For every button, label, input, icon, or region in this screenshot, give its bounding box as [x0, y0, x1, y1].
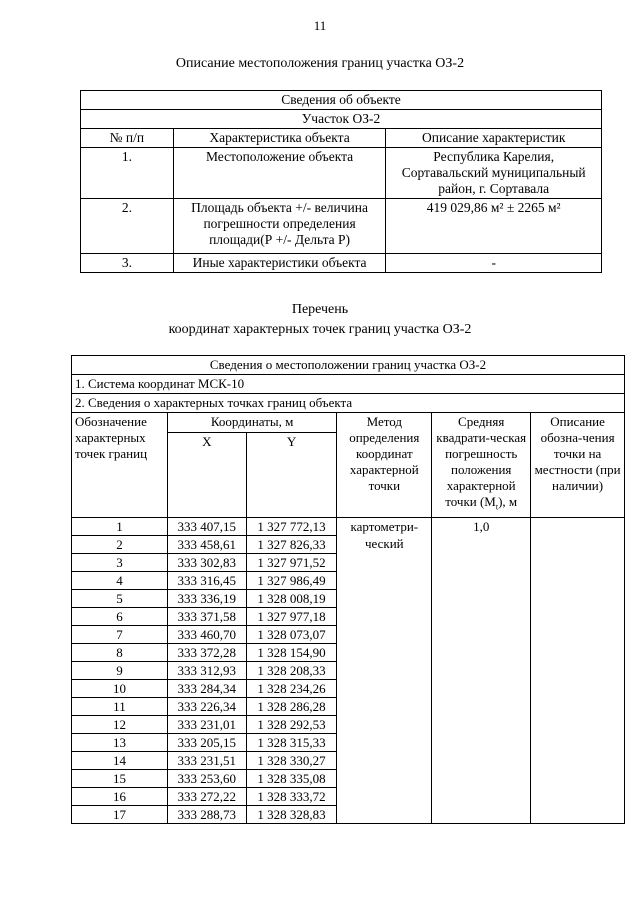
point-y: 1 328 315,33: [246, 733, 337, 751]
point-number: 12: [72, 715, 168, 733]
point-x: 333 336,19: [167, 589, 246, 607]
accuracy-subscript: t: [495, 502, 499, 512]
point-x: 333 372,28: [167, 643, 246, 661]
point-number: 5: [72, 589, 168, 607]
point-y: 1 328 330,27: [246, 751, 337, 769]
point-number: 15: [72, 769, 168, 787]
page-title: Описание местоположения границ участка ОЗ-2: [175, 56, 465, 71]
point-x: 333 284,34: [167, 679, 246, 697]
point-x: 333 288,73: [167, 805, 246, 823]
point-number: 3: [72, 553, 168, 571]
point-y: 1 328 335,08: [246, 769, 337, 787]
point-x: 333 253,60: [167, 769, 246, 787]
point-y: 1 328 208,33: [246, 661, 337, 679]
point-y: 1 327 986,49: [246, 571, 337, 589]
points-header: 2. Сведения о характерных точках границ объекта: [72, 394, 625, 413]
object-info-subheader: Участок ОЗ-2: [81, 110, 602, 129]
point-x: 333 205,15: [167, 733, 246, 751]
point-y: 1 328 073,07: [246, 625, 337, 643]
point-number: 4: [72, 571, 168, 589]
row-characteristic: Местоположение объекта: [173, 148, 386, 199]
point-number: 1: [72, 517, 168, 535]
point-y: 1 327 826,33: [246, 535, 337, 553]
point-x: 333 407,15: [167, 517, 246, 535]
row-characteristic: Иные характеристики объекта: [173, 254, 386, 273]
row-characteristic: Площадь объекта +/- величина погрешности определения площади(Р +/- Дельта Р): [173, 199, 386, 254]
point-y: 1 328 333,72: [246, 787, 337, 805]
point-number: 6: [72, 607, 168, 625]
point-y: 1 328 234,26: [246, 679, 337, 697]
point-number: 16: [72, 787, 168, 805]
point-number: 7: [72, 625, 168, 643]
point-y: 1 328 154,90: [246, 643, 337, 661]
point-number: 10: [72, 679, 168, 697]
list-title-line1: Перечень: [291, 302, 349, 317]
table-row: [81, 254, 602, 273]
row-value: -: [386, 254, 602, 273]
table-row: [81, 199, 602, 254]
column-header-accuracy: [432, 413, 531, 518]
row-value: Республика Карелия, Сортавальский муниципальный район, г. Сортавала: [386, 148, 602, 199]
row-number: 2.: [81, 199, 174, 254]
row-value: 419 029,86 м² ± 2265 м²: [386, 199, 602, 254]
point-x: 333 226,34: [167, 697, 246, 715]
object-info-table: [80, 90, 602, 273]
point-x: 333 316,45: [167, 571, 246, 589]
point-y: 1 327 977,18: [246, 607, 337, 625]
column-header-x: X: [167, 432, 246, 517]
point-number: 14: [72, 751, 168, 769]
object-info-header: Сведения об объекте: [81, 91, 602, 110]
row-number: 3.: [81, 254, 174, 273]
point-x: 333 231,51: [167, 751, 246, 769]
coordinates-table: [71, 355, 625, 824]
point-y: 1 328 292,53: [246, 715, 337, 733]
point-x: 333 460,70: [167, 625, 246, 643]
point-x: 333 302,83: [167, 553, 246, 571]
point-x: 333 231,01: [167, 715, 246, 733]
point-x: 333 312,93: [167, 661, 246, 679]
column-header-y: Y: [246, 432, 337, 517]
coordinate-system: 1. Система координат МСК-10: [72, 375, 625, 394]
point-y: 1 327 772,13: [246, 517, 337, 535]
accuracy-cell: 1,0: [432, 517, 531, 823]
point-number: 8: [72, 643, 168, 661]
point-x: 333 272,22: [167, 787, 246, 805]
coordinates-header: Сведения о местоположении границ участка ОЗ-2: [72, 356, 625, 375]
accuracy-label: Средняя квадрати-ческая погрешность положения характерной точки (M: [436, 414, 527, 509]
point-x: 333 458,61: [167, 535, 246, 553]
point-y: 1 328 328,83: [246, 805, 337, 823]
point-description-cell: [531, 517, 625, 823]
point-x: 333 371,58: [167, 607, 246, 625]
column-header-number: № п/п: [81, 129, 174, 148]
point-number: 13: [72, 733, 168, 751]
point-number: 9: [72, 661, 168, 679]
column-header-point-description: Описание обозна-чения точки на местности (при наличии): [531, 413, 625, 518]
point-y: 1 327 971,52: [246, 553, 337, 571]
method-cell: картометри-ческий: [337, 517, 432, 823]
list-title: [0, 300, 640, 340]
point-number: 11: [72, 697, 168, 715]
accuracy-label-end: ), м: [498, 494, 518, 509]
column-header-characteristic: Характеристика объекта: [173, 129, 386, 148]
page-number: 11: [313, 18, 327, 33]
column-header-description: Описание характеристик: [386, 129, 602, 148]
point-number: 17: [72, 805, 168, 823]
point-y: 1 328 286,28: [246, 697, 337, 715]
table-row: [81, 148, 602, 199]
list-title-line2: координат характерных точек границ участка ОЗ-2: [168, 322, 472, 337]
point-number: 2: [72, 535, 168, 553]
row-number: 1.: [81, 148, 174, 199]
table-row: [72, 517, 625, 535]
column-header-method: Метод определения координат характерной точки: [337, 413, 432, 518]
point-y: 1 328 008,19: [246, 589, 337, 607]
column-header-coordinates: Координаты, м: [167, 413, 336, 433]
column-header-designation: Обозначение характерных точек границ: [72, 413, 168, 518]
